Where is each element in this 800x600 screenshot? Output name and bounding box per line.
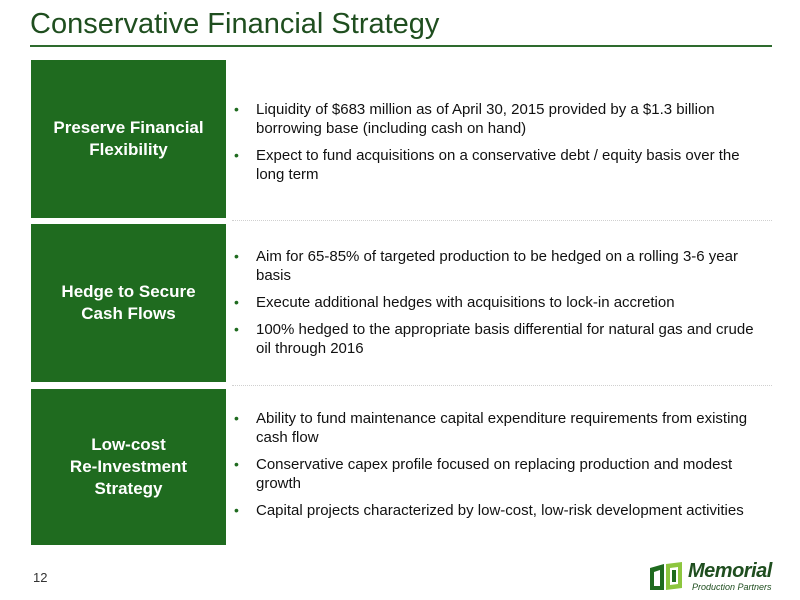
section-heading: Low-cost Re-Investment Strategy <box>69 435 188 498</box>
bullet-item: • Conservative capex profile focused on replacing production and modest growth <box>232 455 772 493</box>
company-logo <box>648 558 778 596</box>
bullet-item: • Aim for 65-85% of targeted production to be hedged on a rolling 3-6 year basis <box>232 247 772 285</box>
section-heading: Hedge to Secure Cash Flows <box>61 282 196 323</box>
bullet-item: • Capital projects characterized by low-cost, low-risk development activities <box>232 501 772 520</box>
bullet-list <box>232 247 772 366</box>
section-divider <box>232 220 772 221</box>
title-divider <box>30 45 772 47</box>
logo-name: Memorial <box>688 560 772 582</box>
bullet-list <box>232 409 772 528</box>
section-heading-box <box>31 60 226 218</box>
page-title: Conservative Financial Strategy <box>30 8 440 40</box>
bullet-item: • 100% hedged to the appropriate basis differential for natural gas and crude oil through 2016 <box>232 320 772 358</box>
logo-subtitle: Production Partners <box>692 582 772 592</box>
bullet-item: • Liquidity of $683 million as of April 30, 2015 provided by a $1.3 billion borrowing base (including cash on hand) <box>232 100 772 138</box>
bullet-item: • Ability to fund maintenance capital expenditure requirements from existing cash flow <box>232 409 772 447</box>
section-divider <box>232 385 772 386</box>
bullet-item: • Expect to fund acquisitions on a conservative debt / equity basis over the long term <box>232 146 772 184</box>
logo-mark-icon <box>648 560 686 594</box>
page-number: 12 <box>33 570 48 585</box>
bullet-item: • Execute additional hedges with acquisitions to lock-in accretion <box>232 293 772 312</box>
section-heading-box <box>31 224 226 382</box>
section-heading-box <box>31 389 226 545</box>
bullet-list <box>232 100 772 192</box>
section-heading: Preserve Financial Flexibility <box>53 118 204 159</box>
